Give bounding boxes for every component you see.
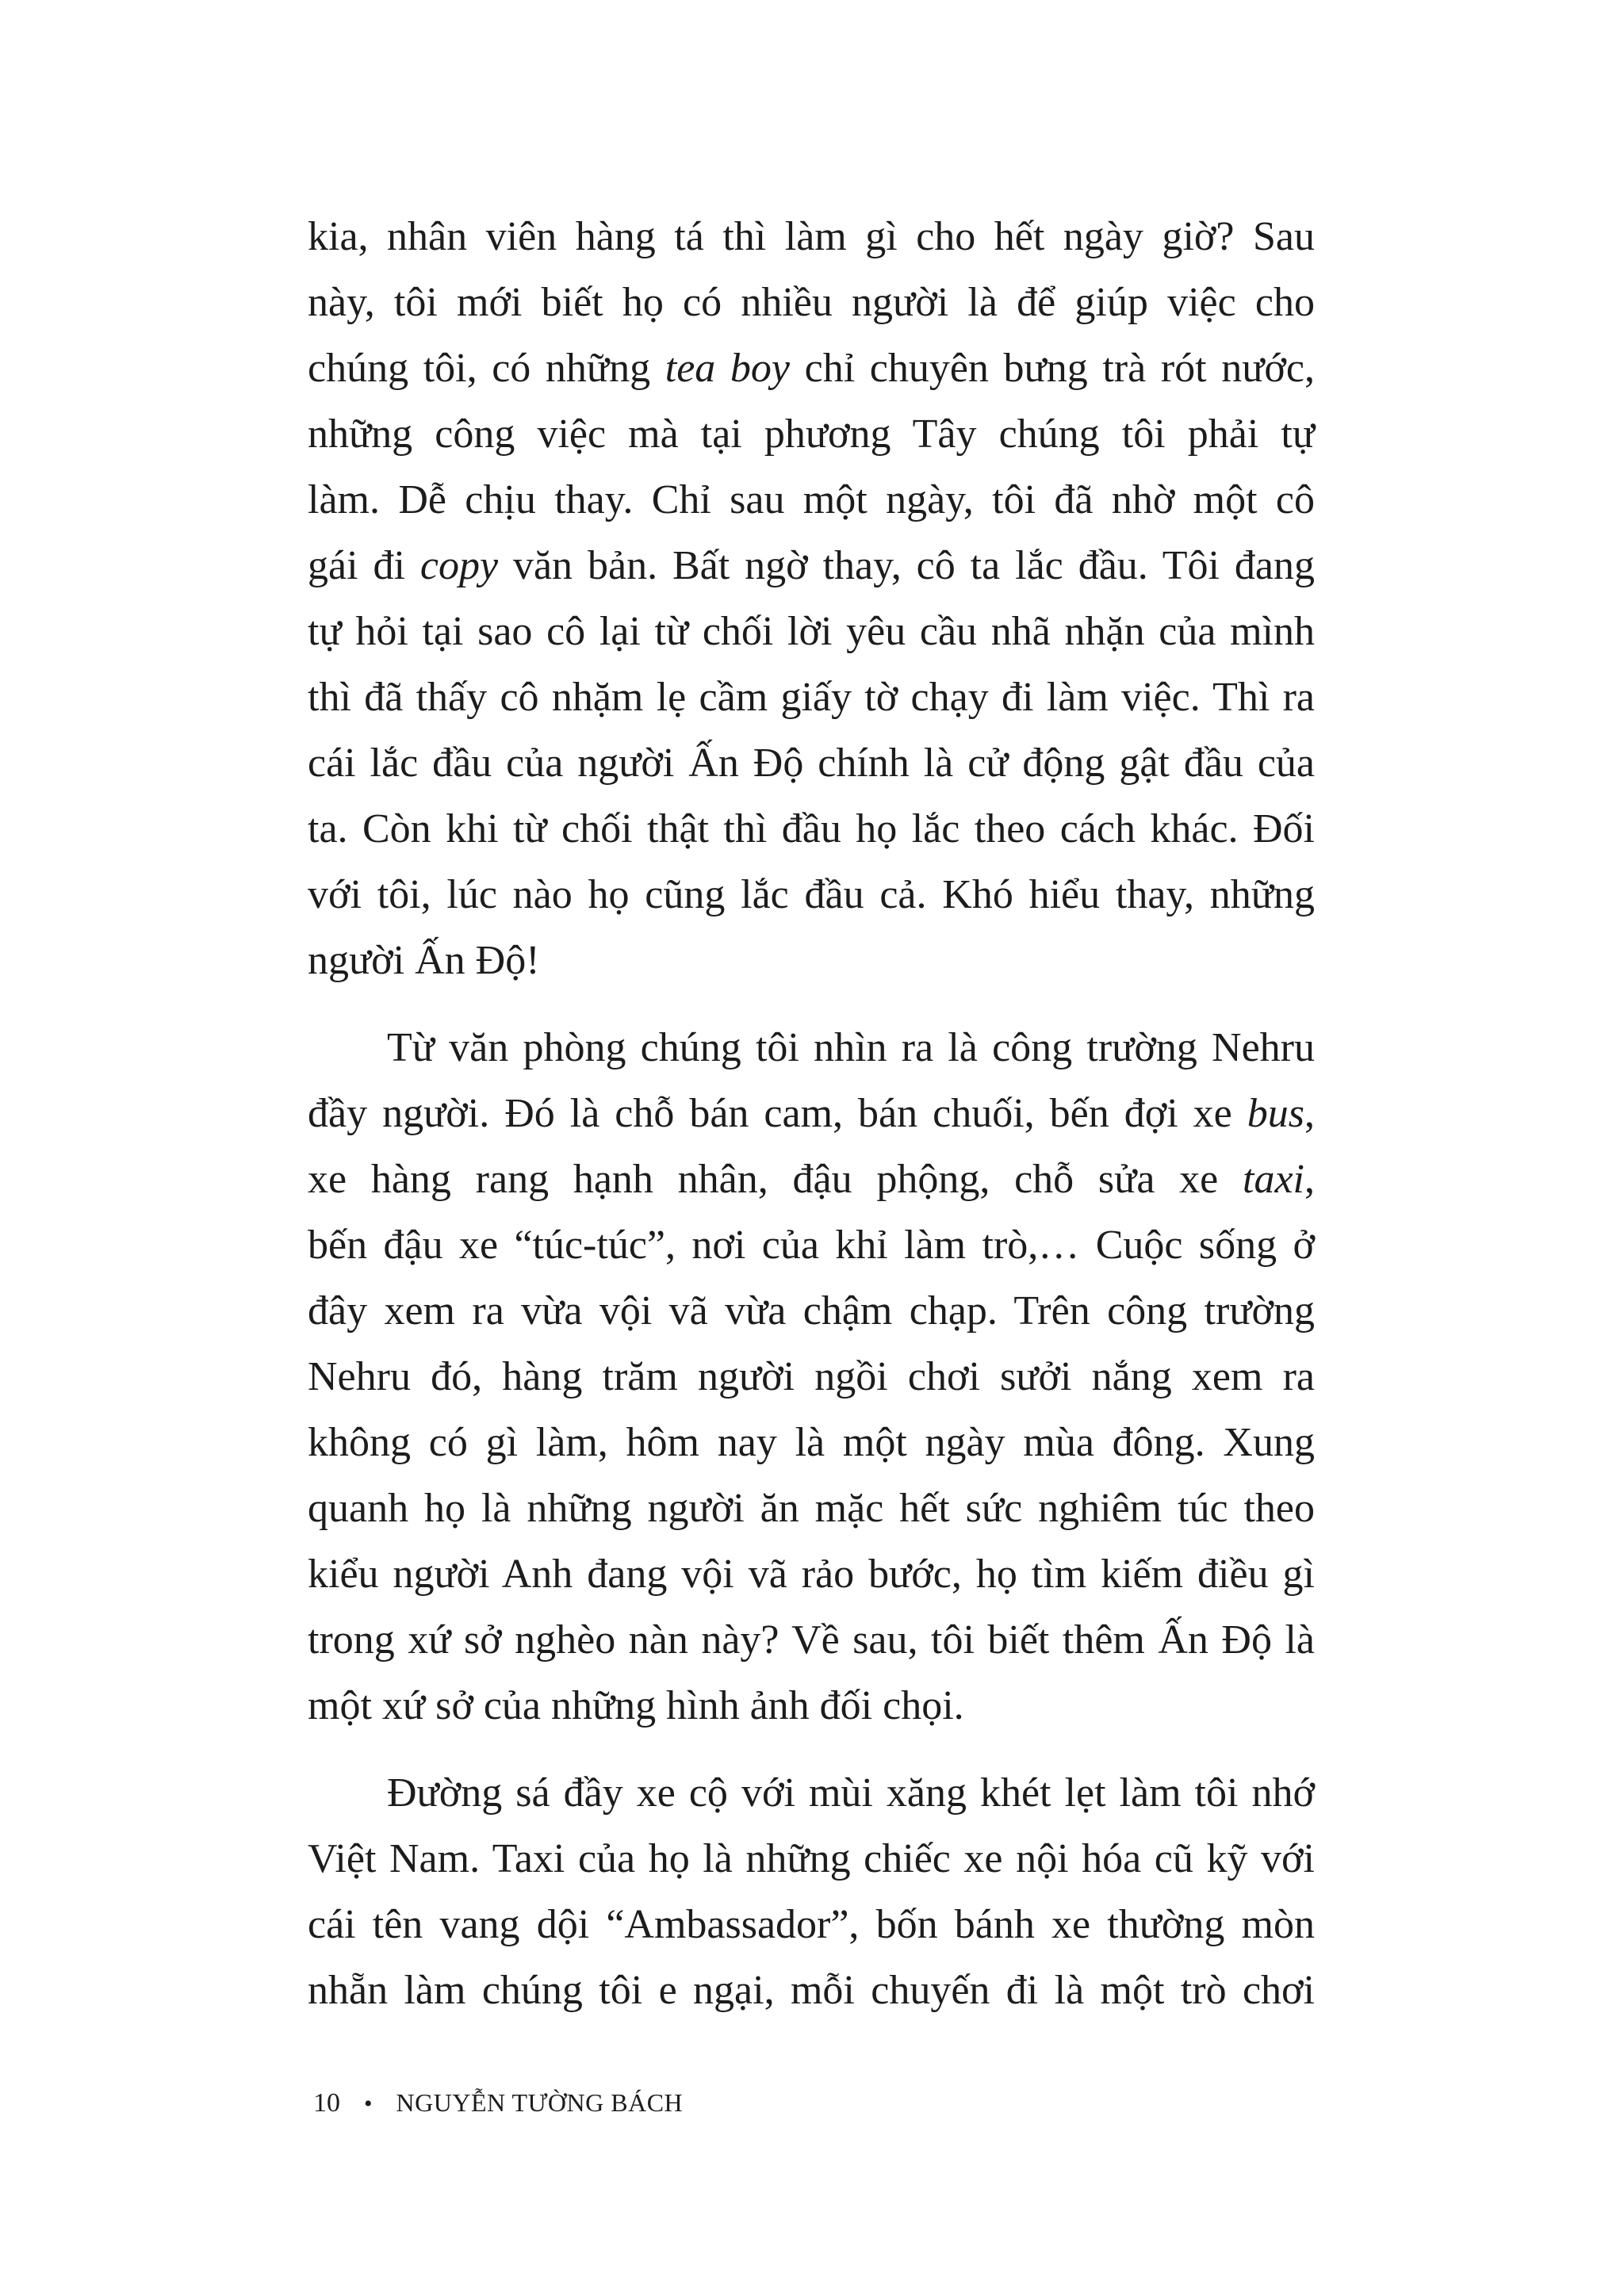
text-line (308, 1892, 1315, 1957)
text-run: xe hàng rang hạnh nhân, đậu phộng, chỗ sửa xe (308, 1157, 1243, 1202)
text-run: kiểu người Anh đang vội vã rảo bước, họ tìm kiếm điều gì (308, 1552, 1315, 1597)
text-line (308, 730, 1315, 796)
text-line (308, 1475, 1315, 1541)
text-line (308, 1826, 1315, 1892)
bullet-separator-icon: • (364, 2091, 373, 2117)
text-run: Việt Nam. Taxi của họ là những chiếc xe nội hóa cũ kỹ với (308, 1836, 1315, 1881)
text-line (308, 1957, 1315, 2023)
text-run: quanh họ là những người ăn mặc hết sức nghiêm túc theo (308, 1486, 1315, 1531)
page-footer (313, 2085, 683, 2120)
body-text (308, 204, 1315, 2045)
text-line (308, 1344, 1315, 1410)
text-run: chúng tôi, có những (308, 346, 665, 391)
text-line (308, 928, 1315, 993)
text-run: gái đi (308, 543, 420, 588)
text-run: trong xứ sở nghèo nàn này? Về sau, tôi biết thêm Ấn Độ là (308, 1617, 1315, 1663)
text-run: thì đã thấy cô nhặm lẹ cầm giấy tờ chạy đi làm việc. Thì ra (308, 675, 1315, 720)
text-run: cái tên vang dội “Ambassador”, bốn bánh xe thường mòn (308, 1902, 1315, 1947)
text-run: ta. Còn khi từ chối thật thì đầu họ lắc theo cách khác. Đối (308, 806, 1315, 851)
text-line (308, 1278, 1315, 1344)
text-line (308, 467, 1315, 533)
page-number: 10 (313, 2088, 340, 2118)
text-run: người Ấn Độ! (308, 938, 540, 983)
text-run: kia, nhân viên hàng tá thì làm gì cho hết ngày giờ? Sau (308, 214, 1315, 259)
text-run: những công việc mà tại phương Tây chúng tôi phải tự (308, 411, 1315, 457)
text-run: văn bản. Bất ngờ thay, cô ta lắc đầu. Tôi đang (498, 543, 1315, 588)
text-run: , (1304, 1157, 1315, 1202)
text-line (308, 1146, 1315, 1212)
text-run: chỉ chuyên bưng trà rót nước, (789, 346, 1315, 391)
paragraph (308, 1015, 1315, 1739)
text-line (308, 1607, 1315, 1673)
text-line (308, 401, 1315, 467)
text-line (308, 1541, 1315, 1607)
text-run: đầy người. Đó là chỗ bán cam, bán chuối, bến đợi xe (308, 1091, 1247, 1136)
text-run: đây xem ra vừa vội vã vừa chậm chạp. Trên công trường (308, 1288, 1315, 1334)
text-run: một xứ sở của những hình ảnh đối chọi. (308, 1683, 964, 1728)
text-line (308, 533, 1315, 599)
text-run: bến đậu xe “túc-túc”, nơi của khỉ làm trò,… Cuộc sống ở (308, 1223, 1315, 1268)
italic-term: tea boy (665, 346, 790, 391)
text-run: với tôi, lúc nào họ cũng lắc đầu cả. Khó hiểu thay, những (308, 872, 1315, 917)
text-run: không có gì làm, hôm nay là một ngày mùa đông. Xung (308, 1420, 1315, 1465)
text-line (308, 796, 1315, 862)
text-line (308, 599, 1315, 664)
text-line (308, 1081, 1315, 1146)
italic-term: bus (1247, 1091, 1304, 1136)
text-line (308, 204, 1315, 270)
text-run: nhẵn làm chúng tôi e ngại, mỗi chuyến đi là một trò chơi (308, 1968, 1315, 2013)
text-run: Đường sá đầy xe cộ với mùi xăng khét lẹt làm tôi nhớ (387, 1770, 1315, 1816)
author-name: NGUYỄN TƯỜNG BÁCH (396, 2088, 684, 2117)
text-run: Từ văn phòng chúng tôi nhìn ra là công trường Nehru (387, 1025, 1315, 1070)
italic-term: copy (419, 543, 499, 588)
text-run: cái lắc đầu của người Ấn Độ chính là cử động gật đầu của (308, 740, 1315, 786)
text-line (308, 1410, 1315, 1475)
text-line (308, 1760, 1315, 1826)
text-run: , (1304, 1091, 1315, 1136)
text-line (308, 1015, 1315, 1081)
text-run: làm. Dễ chịu thay. Chỉ sau một ngày, tôi đã nhờ một cô (308, 477, 1315, 522)
italic-term: taxi (1243, 1157, 1304, 1202)
text-line (308, 664, 1315, 730)
text-line (308, 1673, 1315, 1739)
paragraph (308, 1760, 1315, 2023)
text-run: Nehru đó, hàng trăm người ngồi chơi sưởi nắng xem ra (308, 1354, 1315, 1399)
text-run: này, tôi mới biết họ có nhiều người là để giúp việc cho (308, 280, 1315, 325)
text-run: tự hỏi tại sao cô lại từ chối lời yêu cầu nhã nhặn của mình (308, 609, 1315, 654)
text-line (308, 1212, 1315, 1278)
text-line (308, 335, 1315, 401)
text-line (308, 270, 1315, 335)
text-line (308, 862, 1315, 928)
paragraph (308, 204, 1315, 993)
